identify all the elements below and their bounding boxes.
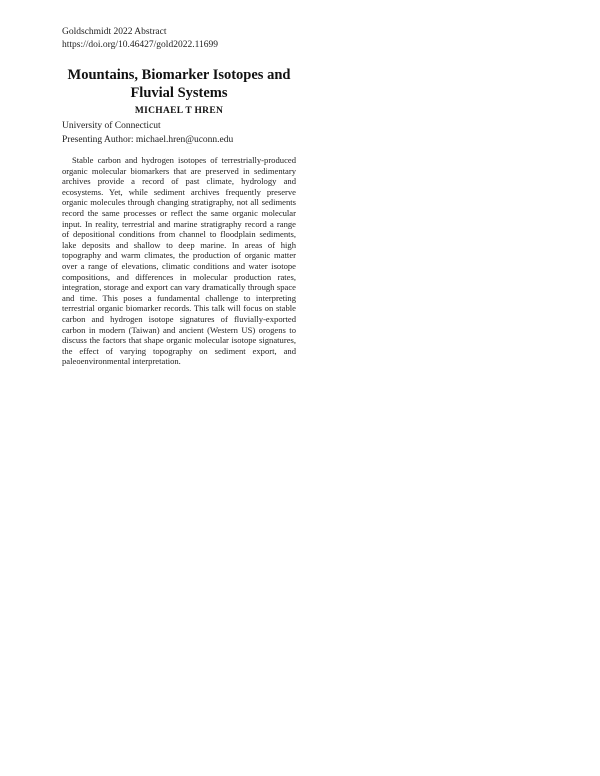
journal-label: Goldschmidt 2022 Abstract <box>62 27 167 37</box>
doi-link[interactable]: https://doi.org/10.46427/gold2022.11699 <box>62 40 218 50</box>
affiliation-block <box>62 119 233 147</box>
presenting-author: Presenting Author: michael.hren@uconn.edu <box>62 135 234 145</box>
affiliation: University of Connecticut <box>62 121 161 131</box>
page-header <box>62 26 218 52</box>
paper-title: Mountains, Biomarker Isotopes and Fluvial Systems <box>67 67 291 101</box>
author-name: MICHAEL T HREN <box>134 106 224 116</box>
abstract-body: Stable carbon and hydrogen isotopes of terrestrially-produced organic molecular biomarkers that are preserved in sedimentary archives provide a record of past climate, hydrology and ecosystems. Yet, while sediment archives frequently preserve organic molecules through changing stratigraphy, not all sediments record the same processes or reflect the same organic molecular input. In reality, terrestrial and marine stratigraphy record a range of depositional conditions from channel to floodplain sediments, lake deposits and shallow to deep marine. In areas of high topography and warm climates, the production of organic matter over a range of elevations, climatic conditions and water isotope compositions, and differences in molecular production rates, integration, storage and export can vary dramatically through space and time. This poses a fundamental challenge to interpreting terrestrial organic biomarker records. This talk will focus on stable carbon and hydrogen isotope signatures of fluvially-exported carbon in modern (Taiwan) and ancient (Western US) orogens to discuss the factors that shape organic molecular isotope signatures, the effect of varying topography on sediment export, and paleoenvironmental interpretation. <box>62 155 296 367</box>
